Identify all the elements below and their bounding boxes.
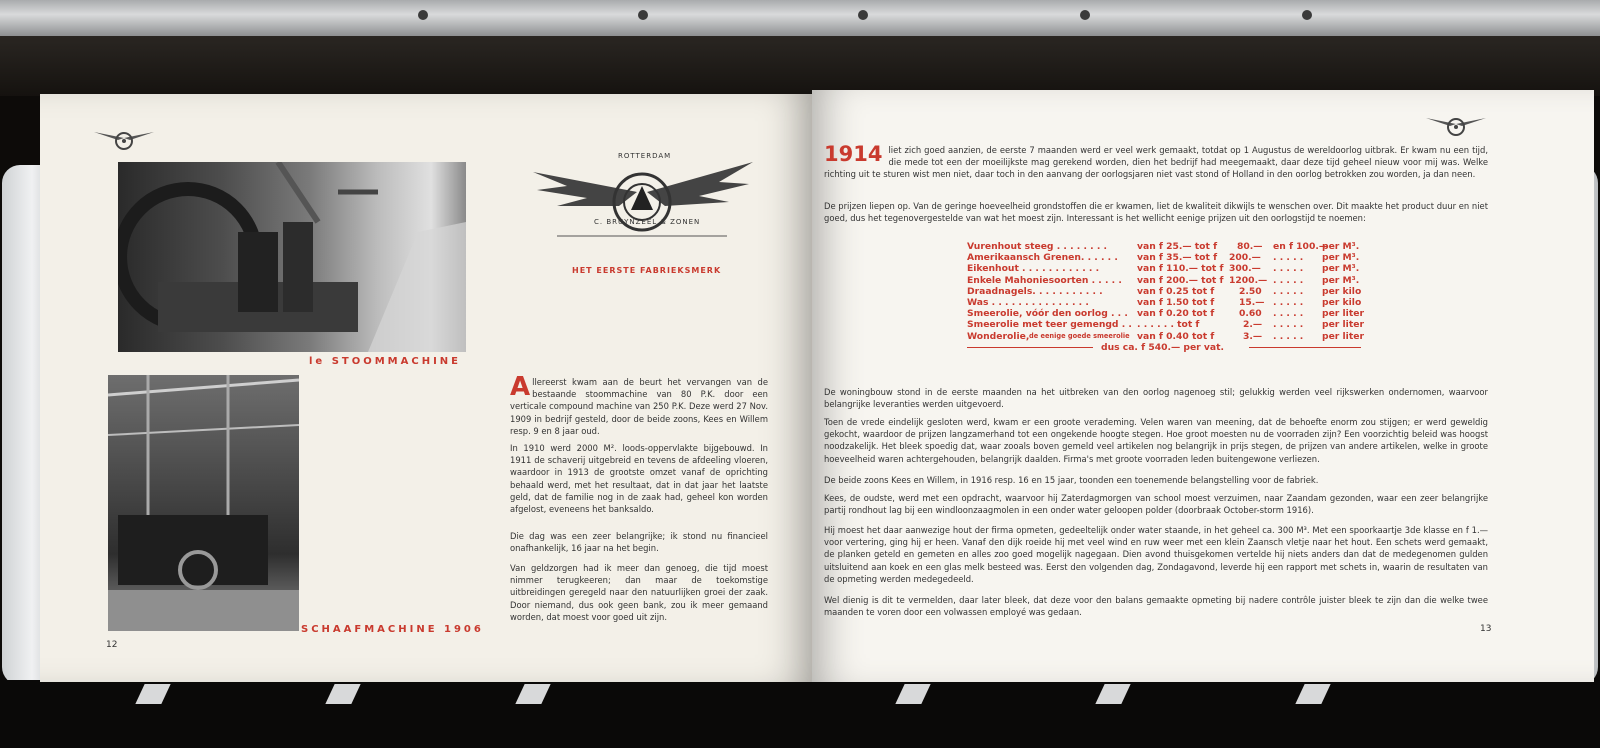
logo-text-top: ROTTERDAM <box>618 152 672 160</box>
drop-cap: A <box>510 372 531 402</box>
divider <box>967 347 1093 348</box>
price-row: Enkele Mahoniesoorten . . . . . van f 200.— tot f 1200.— . . . . . per M³. <box>967 274 1360 286</box>
logo-text-bottom: C. BRUYNZEEL & ZONEN <box>594 218 701 226</box>
right-page <box>812 90 1594 682</box>
right-paragraph-4: Kees, de oudste, werd met een opdracht, waarvoor hij Zaterdagmorgen van school moest verzuimen, naar Zaandam gezonden, waar een zeer belangrijke partij rondhout lag bij een windloonzaagmolen in een onder water geloopen polder (doorbraak October-storm 1916). <box>824 493 1488 516</box>
price-total-row <box>967 342 1367 353</box>
price-list <box>967 241 1367 353</box>
left-page <box>40 94 812 682</box>
winged-wheel-icon <box>1424 110 1488 140</box>
screw-icon <box>638 10 648 20</box>
right-paragraph-5: Hij moest het daar aanwezige hout der firma opmeten, gedeeltelijk onder water staande, in het geheel ca. 300 M³. Met een spoorkaartje 3de klasse en f 1.— voor vertering, ging hij er heen. Vanaf den dijk roeide hij met veel wind en ruw weer met een klein Zaansch vletje naar het hout. Een schets werd gemaakt, de planken geteld en gemeten en alles zoo goed mogelijk nagegaan. Dien avond thuisgekomen vertelde hij niets anders dan dat de medegenomen gulden uitsluitend aan koek en een glas melk besteed was. Eerst den volgenden dag, Zondagavond, leverde hij een rapport met schets in, waarin de resultaten van de opmeting werden medegedeeld. <box>824 525 1488 584</box>
price-row: Was . . . . . . . . . . . . . . . van f 1.50 tot f 15.— . . . . . per kilo <box>967 296 1362 308</box>
right-paragraph-6: Wel dienig is dit te vermelden, daar later bleek, dat deze voor den balans gemaakte opmeting bij nadere contrôle juister bleek te zijn dan die welke twee maanden te voren door een volwassen employé was gedaan. <box>824 595 1488 618</box>
planing-machine-illustration <box>108 375 299 631</box>
bottom-surface <box>0 680 1600 748</box>
page-number-left: 12 <box>106 640 118 650</box>
page-number-right: 13 <box>1480 624 1492 634</box>
price-total: dus ca. f 540.— per vat. <box>1101 341 1224 353</box>
left-paragraph-2: In 1910 werd 2000 M². loods-oppervlakte bijgebouwd. In 1911 de schaverij uitgebreid en tevens de afdeeling vloeren, waardoor in 1913 de grootste omzet vanaf de oprichting behaald werd, met het resultaat, dat in dat jaar het laatste geld, dat de familie nog in de zaak had, geheel kon worden afgelost, eveneens het banksaldo. <box>510 443 768 515</box>
planing-machine-photo <box>108 375 299 631</box>
screw-icon <box>858 10 868 20</box>
steam-engine-illustration <box>118 162 466 352</box>
right-paragraph-3: De beide zoons Kees en Willem, in 1916 resp. 16 en 15 jaar, toonden een toenemende belangstelling voor de fabriek. <box>824 475 1319 485</box>
photo2-caption: SCHAAFMACHINE 1906 <box>301 624 484 635</box>
right-paragraph-1: De woningbouw stond in de eerste maanden na het uitbreken van den oorlog nagenoeg stil; gelukkig werden veel rijkswerken ondernomen, waarvoor belangrijke leveranties werden uitgevoerd. <box>824 387 1488 410</box>
year-heading: 1914 <box>824 142 883 166</box>
screw-icon <box>418 10 428 20</box>
bruynzeel-logo <box>527 150 757 246</box>
screw-icon <box>1080 10 1090 20</box>
divider <box>1249 347 1361 348</box>
intro-paragraph-1: 1914 liet zich goed aanzien, de eerste 7 maanden werd er veel werk gemaakt, totdat op 1 Augustus de wereldoorlog uitbrak. Er kwam nu een tijd, die mede tot een der moeilijkste mag gerekend worden, dien het bedrijf had meegemaakt, daar deze tijd geheel nieuw voor mij was. Welke richting uit te sturen wist men niet, daar toch in den aanvang der oorlogsjaren niet vast stond of Holland in den oorlog betrokken zou worden, ja dan neen. <box>824 142 1488 180</box>
price-row: Smeerolie met teer gemengd . . . . . . . . tot f 2.— . . . . . per liter <box>967 319 1364 331</box>
screw-icon <box>1302 10 1312 20</box>
logo-caption: HET EERSTE FABRIEKSMERK <box>572 266 722 275</box>
price-row: Vurenhout steeg . . . . . . . . van f 25.— tot f 80.— en f 100.— per M³. <box>967 241 1360 252</box>
metal-rail <box>0 0 1600 36</box>
left-paragraph-1: Allereerst kwam aan de beurt het vervangen van de bestaande stoommachine van 80 P.K. door een verticale compound machine van 250 P.K. Deze werd 27 Nov. 1909 in bedrijf gesteld, door de beide zoons, Kees en Willem resp. 9 en 8 jaar oud. <box>510 372 768 436</box>
steam-engine-photo <box>118 162 466 352</box>
price-row: Eikenhout . . . . . . . . . . . . van f 110.— tot f 300.— . . . . . per M³. <box>967 263 1360 275</box>
price-row: Amerikaansch Grenen. . . . . . van f 35.— tot f 200.— . . . . . per M³. <box>967 252 1360 264</box>
price-row: Smeerolie, vóór den oorlog . . . van f 0.20 tot f 0.60 . . . . . per liter <box>967 308 1364 320</box>
dark-shelf <box>0 36 1600 96</box>
right-paragraph-2: Toen de vrede eindelijk gesloten werd, kwam er een groote verademing. Velen waren van meening, dat de behoefte enorm zou stijgen; er werd geweldig gekocht, waardoor de prijzen langzamerhand tot een ongekende hoogte stegen. Hoe groot moesten nu de voorraden zijn? Een voorzichtig beleid was hoogst noodzakelijk. Het bleek spoedig dat, waar zooals boven gemeld veel artikelen nog belangrijk in prijs stegen, de prijzen van andere artikelen, welke in groote hoeveelheid waren achtergehouden, belangrijk daalden. Firma's met groote voorraden leden buitengewone verliezen. <box>824 417 1488 464</box>
photo1-caption: le STOOMMACHINE <box>309 356 461 367</box>
intro-paragraph-2: De prijzen liepen op. Van de geringe hoeveelheid grondstoffen die er kwamen, liet de kwaliteit dikwijls te wenschen over. Dit maakte het product duur en niet goed, dus het tegenovergestelde van wat het moest zijn. Interessant is het wellicht eenige prijzen uit den oorlogstijd te noemen: <box>824 201 1488 224</box>
price-row: Draadnagels. . . . . . . . . . . van f 0.25 tot f 2.50 . . . . . per kilo <box>967 285 1362 297</box>
left-paragraph-4: Van geldzorgen had ik meer dan genoeg, die tijd moest nimmer terugkeeren; dan maar de toekomstige uitbreidingen geregeld naar den natuurlijken groei der zaak. Door niemand, dus ook geen bank, zou ik meer gemaand worden, dat moest voor goed uit zijn. <box>510 563 768 622</box>
left-paragraph-3: Die dag was een zeer belangrijke; ik stond nu financieel onafhankelijk, 16 jaar na het begin. <box>510 531 768 554</box>
price-row: Wonderolie, de eenige goede smeerolie van f 0.40 tot f 3.— . . . . . per liter <box>967 330 1364 342</box>
winged-wheel-icon <box>92 124 156 154</box>
